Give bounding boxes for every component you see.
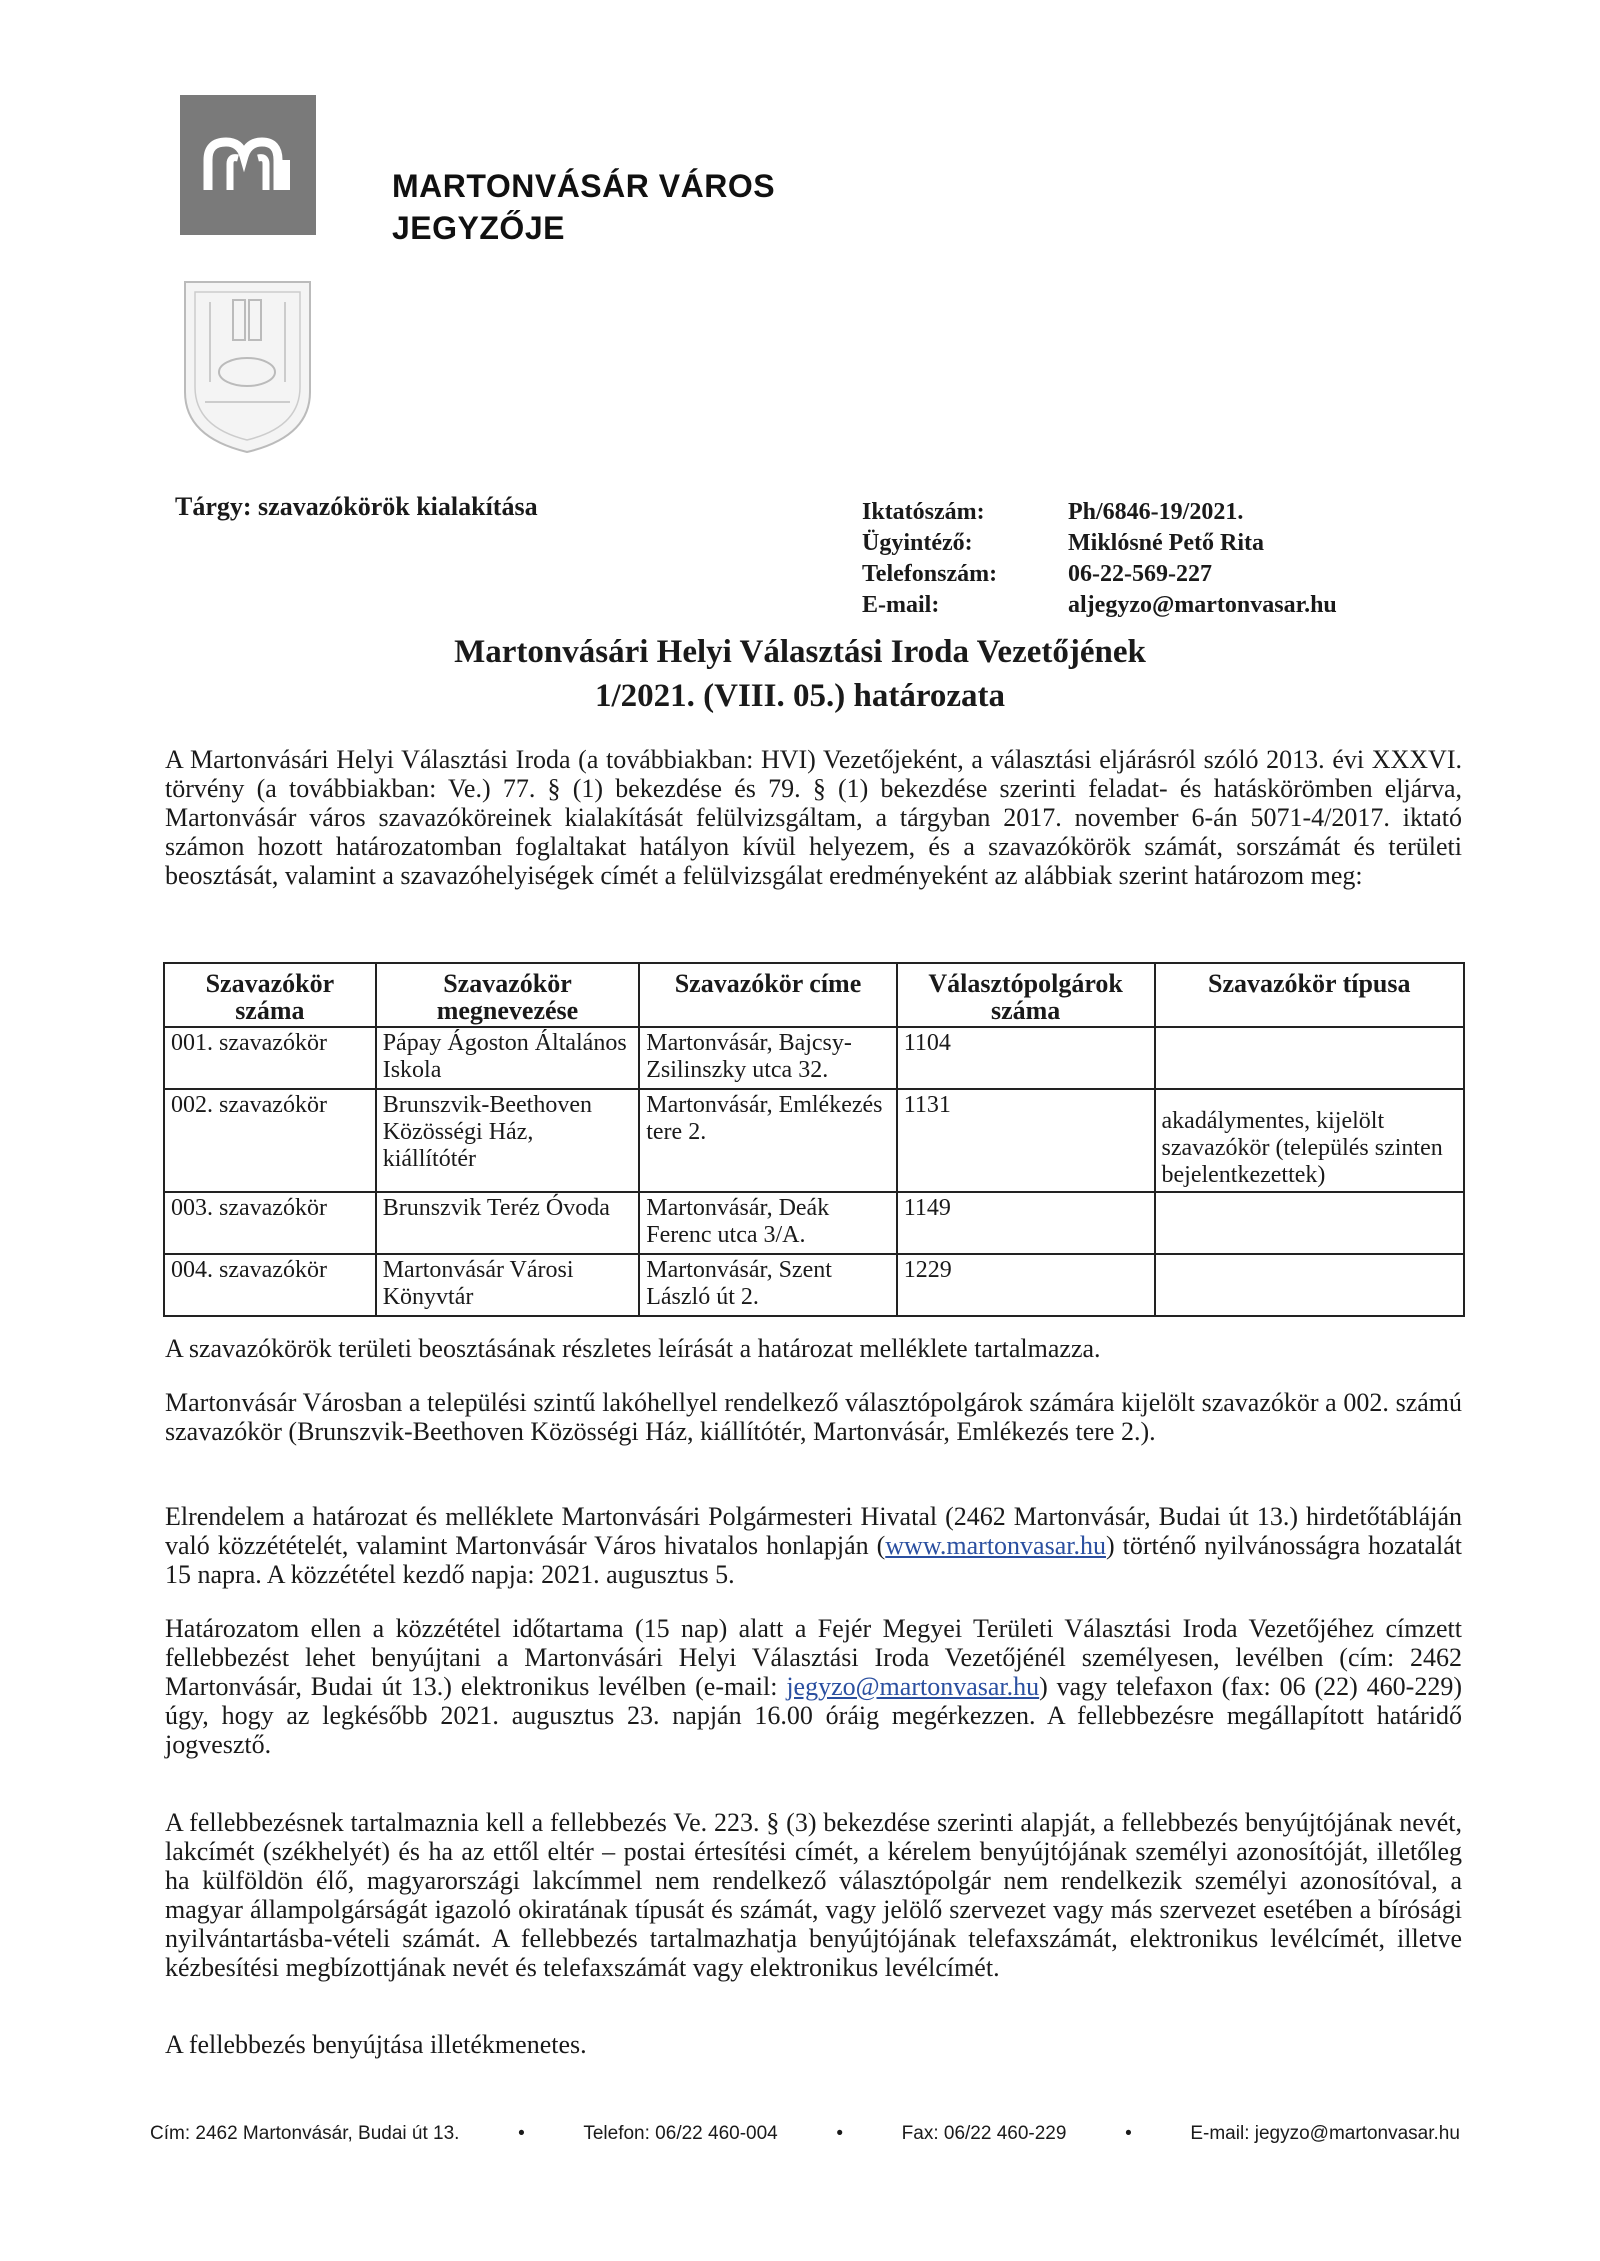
footer-address: Cím: 2462 Martonvásár, Budai út 13. (150, 2123, 460, 2144)
header-voter-count: Választópolgárok száma (897, 963, 1155, 1027)
cell-type (1155, 1254, 1464, 1316)
paragraph-annex: A szavazókörök területi beosztásának részletes leírását a határozat melléklete tartalmazza. (165, 1334, 1101, 1363)
table-row (164, 1027, 1464, 1089)
meta-key: Telefonszám: (862, 561, 998, 587)
cell-number: 001. szavazókör (164, 1027, 376, 1089)
table-row (164, 1254, 1464, 1316)
title-line-1: Martonvásári Helyi Választási Iroda Vezetőjének (454, 634, 1146, 670)
meta-value: aljegyzo@martonvasar.hu (1068, 592, 1337, 618)
org-line-2: JEGYZŐJE (392, 210, 565, 246)
meta-row (862, 590, 1337, 621)
cell-name: Martonvásár Városi Könyvtár (376, 1254, 640, 1316)
meta-key: Iktatószám: (862, 499, 985, 525)
cell-name: Pápay Ágoston Általános Iskola (376, 1027, 640, 1089)
paragraph-appeal (165, 1614, 1462, 1759)
cell-name: Brunszvik-Beethoven Közösségi Ház, kiállítótér (376, 1089, 640, 1192)
header-station-type: Szavazókör típusa (1155, 963, 1464, 1027)
cell-type (1155, 1027, 1464, 1089)
footer (150, 2123, 1460, 2145)
table-header-row (164, 963, 1464, 1027)
organization-name (392, 165, 775, 249)
table-row (164, 1192, 1464, 1254)
cell-number: 002. szavazókör (164, 1089, 376, 1192)
cell-type: akadálymentes, kijelölt szavazókör (település szinten bejelentkezettek) (1155, 1089, 1464, 1192)
paragraph-publication (165, 1502, 1462, 1589)
p3-text-after: ) történő nyilvánosságra hozatalát 15 napra. A közzététel kezdő napja: 2021. augusztus 5. (165, 1531, 1462, 1589)
cell-address: Martonvásár, Szent László út 2. (639, 1254, 897, 1316)
header-station-name: Szavazókör megnevezése (376, 963, 640, 1027)
footer-separator: • (836, 2123, 844, 2144)
p4-text-after: ) vagy telefaxon (fax: 06 (22) 460-229) úgy, hogy az legkésőbb 2021. augusztus 23. napján 16.00 óráig megérkezzen. A fellebbezésre megállapított határidő jogvesztő. (165, 1672, 1462, 1759)
cell-number: 003. szavazókör (164, 1192, 376, 1254)
polling-stations-table (163, 962, 1465, 1317)
cell-address: Martonvásár, Deák Ferenc utca 3/A. (639, 1192, 897, 1254)
org-line-1: MARTONVÁSÁR VÁROS (392, 168, 776, 204)
coat-of-arms-icon (175, 272, 320, 457)
paragraph-designated-station: Martonvásár Városban a települési szintű lakóhellyel rendelkező választópolgárok számára kijelölt szavazókör a 002. számú szavazókör (Brunszvik-Beethoven Közösségi Ház, kiállítótér, Martonvásár, Emlékezés tere 2.). (165, 1388, 1462, 1446)
cell-address: Martonvásár, Bajcsy-Zsilinszky utca 32. (639, 1027, 897, 1089)
p4-text-before: Határozatom ellen a közzététel időtartama (15 nap) alatt a Fejér Megyei Területi Választási Iroda Vezetőjéhez címzett fellebbezést lehet benyújtani a Martonvásári Helyi Választási Iroda Vezetőjénél személyesen, levélben (cím: 2462 Martonvásár, Budai út 13.) elektronikus levélben (e-mail: (165, 1614, 1462, 1701)
cell-voters: 1149 (897, 1192, 1155, 1254)
cell-voters: 1104 (897, 1027, 1155, 1089)
meta-value: Ph/6846-19/2021. (1068, 499, 1244, 525)
title-line-2: 1/2021. (VIII. 05.) határozata (594, 678, 1006, 714)
header-station-number: Szavazókör száma (164, 963, 376, 1027)
cell-address: Martonvásár, Emlékezés tere 2. (639, 1089, 897, 1192)
footer-phone: Telefon: 06/22 460-004 (583, 2123, 778, 2144)
meta-row (862, 497, 1337, 528)
meta-value: 06-22-569-227 (1068, 561, 1212, 587)
meta-block (862, 497, 1337, 621)
document-title (300, 630, 1300, 718)
meta-row (862, 528, 1337, 559)
meta-row (862, 559, 1337, 590)
footer-separator: • (518, 2123, 525, 2144)
meta-key: Ügyintéző: (862, 530, 973, 556)
cell-voters: 1229 (897, 1254, 1155, 1316)
website-link[interactable]: www.martonvasar.hu (885, 1531, 1106, 1560)
email-link[interactable]: jegyzo@martonvasar.hu (786, 1672, 1040, 1701)
footer-email: E-mail: jegyzo@martonvasar.hu (1190, 2123, 1460, 2144)
footer-separator: • (1125, 2123, 1132, 2144)
meta-value: Miklósné Pető Rita (1068, 530, 1264, 556)
intro-paragraph: A Martonvásári Helyi Választási Iroda (a továbbiakban: HVI) Vezetőjeként, a választási eljárásról szóló 2013. évi XXXVI. törvény (a továbbiakban: Ve.) 77. § (1) bekezdése és 79. § (1) bekezdése szerinti feladat- és hatáskörömben eljárva, Martonvásár város szavazóköreinek kialakítását felülvizsgáltam, a tárgyban 2017. november 6-án 5071-4/2017. iktató számon hozott határozatomban foglaltakat hatályon kívül helyezem, és a szavazókörök számát, sorszámát és területi beosztását, valamint a szavazóhelyiségek címét a felülvizsgálat eredményeként az alábbiak szerint határozom meg: (165, 745, 1462, 890)
paragraph-fee: A fellebbezés benyújtása illetékmenetes. (165, 2030, 587, 2059)
meta-key: E-mail: (862, 592, 940, 618)
cell-type (1155, 1192, 1464, 1254)
subject-line: Tárgy: szavazókörök kialakítása (175, 492, 538, 521)
header-station-address: Szavazókör címe (639, 963, 897, 1027)
cell-voters: 1131 (897, 1089, 1155, 1192)
p3-text-before: Elrendelem a határozat és melléklete Martonvásári Polgármesteri Hivatal (2462 Martonvásár, Budai út 13.) hirdetőtábláján való közzétételét, valamint Martonvásár Város hivatalos honlapján ( (165, 1502, 1462, 1560)
cell-name: Brunszvik Teréz Óvoda (376, 1192, 640, 1254)
table-row (164, 1089, 1464, 1192)
martonvasar-logo-icon (180, 95, 316, 235)
cell-number: 004. szavazókör (164, 1254, 376, 1316)
paragraph-appeal-contents: A fellebbezésnek tartalmaznia kell a fellebbezés Ve. 223. § (3) bekezdése szerinti alapját, a fellebbezés benyújtójának nevét, lakcímét (székhelyét) és ha az ettől eltér – postai értesítési címét, a kérelem benyújtójának személyi azonosítóját, illetőleg ha külföldön élő, magyarországi lakcímmel nem rendelkező választópolgár nem rendelkezik személyi azonosítóval, a magyar állampolgárságát igazoló okiratának típusát és számát, vagy jelölő szervezet vagy más szervezet esetében a bírósági nyilvántartásba-vételi számát. A fellebbezés tartalmazhatja benyújtójának telefaxszámát, elektronikus levélcímét, illetve kézbesítési megbízottjának nevét és telefaxszámát vagy elektronikus levélcímét. (165, 1808, 1462, 1982)
footer-fax: Fax: 06/22 460-229 (901, 2123, 1067, 2144)
